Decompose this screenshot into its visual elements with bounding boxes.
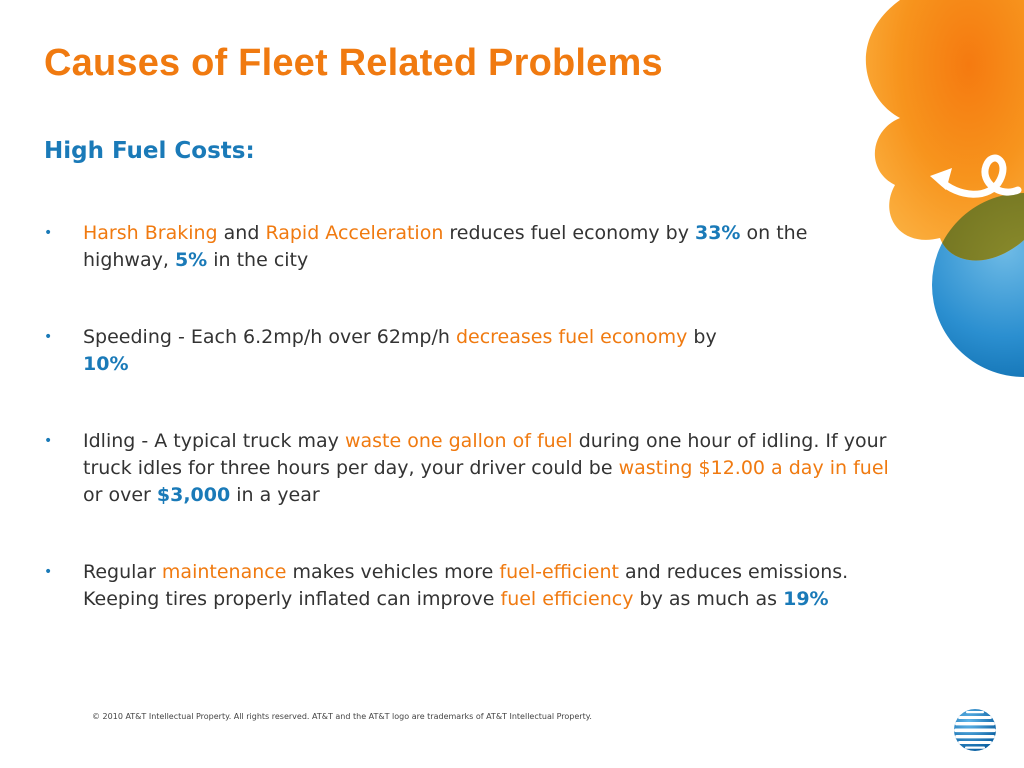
bullet-dot-icon: •	[44, 564, 53, 580]
body-text: or over	[83, 484, 157, 506]
bullet-dot-icon: •	[44, 329, 53, 345]
highlight-text: fuel-efficient	[499, 561, 619, 583]
bullet-list	[44, 220, 894, 663]
body-text: during one hour of idling. If your truck idles for three hours per day, your driver could be	[83, 430, 887, 479]
statistic-value: $3,000	[156, 484, 231, 506]
highlight-text: maintenance	[161, 561, 287, 583]
bullet-item	[44, 559, 894, 613]
body-text: and	[217, 222, 266, 244]
copyright-footer: © 2010 AT&T Intellectual Property. All rights reserved. AT&T and the AT&T logo are trademarks of AT&T Intellectual Property.	[92, 712, 592, 721]
highlight-text: Harsh Braking	[83, 222, 218, 244]
body-text: in a year	[230, 484, 320, 506]
statistic-value: 19%	[783, 588, 829, 610]
highlight-text: Rapid Acceleration	[265, 222, 444, 244]
highlight-text: wasting $12.00 a day in fuel	[618, 457, 889, 479]
body-text: by	[687, 326, 717, 348]
body-text: Idling - A typical truck may	[83, 430, 345, 452]
body-text: and reduces emissions. Keeping tires properly inflated can improve	[83, 561, 849, 610]
body-text: reduces fuel economy by	[443, 222, 695, 244]
highlight-text: fuel efficiency	[500, 588, 634, 610]
body-text: makes vehicles more	[286, 561, 500, 583]
highlight-text: decreases fuel economy	[455, 326, 688, 348]
statistic-value: 33%	[694, 222, 741, 244]
body-text: on the highway,	[83, 222, 808, 271]
slide-title: Causes of Fleet Related Problems	[44, 42, 663, 84]
body-text: Regular	[83, 561, 162, 583]
statistic-value: 5%	[174, 249, 208, 271]
body-text: in the city	[207, 249, 309, 271]
bullet-dot-icon: •	[44, 225, 53, 241]
slide-subtitle: High Fuel Costs:	[44, 138, 255, 164]
highlight-text: waste one gallon of fuel	[344, 430, 573, 452]
statistic-value: 10%	[83, 353, 129, 375]
body-text: Speeding - Each 6.2mp/h over 62mp/h	[83, 326, 456, 348]
bullet-item	[44, 324, 894, 378]
body-text: by as much as	[633, 588, 784, 610]
att-globe-logo-icon	[952, 707, 998, 753]
bullet-dot-icon: •	[44, 433, 53, 449]
bullet-item	[44, 220, 894, 274]
bullet-item	[44, 428, 894, 509]
